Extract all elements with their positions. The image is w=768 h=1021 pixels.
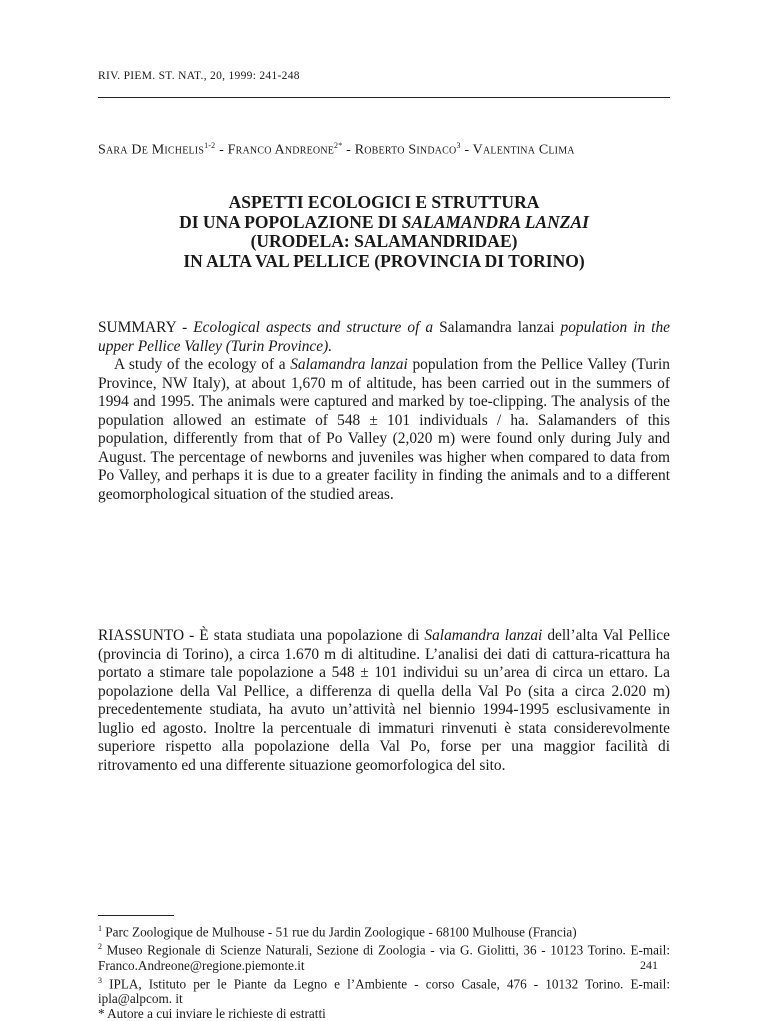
riassunto-label: RIASSUNTO -: [98, 627, 200, 644]
title-species-name: SALAMANDRA LANZAI: [401, 211, 589, 232]
title-line-3: (URODELA: SALAMANDRIDAE): [250, 231, 518, 251]
author-name: Valentina Clima: [472, 142, 575, 158]
footnote-mark: 2: [98, 942, 102, 952]
title-line-2-prefix: DI UNA POPOLAZIONE DI: [179, 211, 402, 232]
author-name: Sara De Michelis: [98, 142, 205, 158]
summary-body: [98, 356, 670, 504]
summary-title-species: Salamandra lanzai: [439, 319, 555, 336]
footnote-text: Parc Zoologique de Mulhouse - 51 rue du Jardin Zoologique - 68100 Mulhouse (Francia): [102, 924, 577, 940]
footnote-mark: *: [98, 1006, 105, 1021]
footnote: [98, 1006, 670, 1021]
author-list: [98, 141, 688, 159]
author-separator: -: [215, 142, 228, 158]
author-separator: -: [460, 142, 473, 158]
title-line-4: IN ALTA VAL PELLICE (PROVINCIA DI TORINO): [183, 250, 585, 271]
summary-heading: [98, 319, 670, 356]
summary-text-part-1: A study of the ecology of a: [114, 356, 291, 373]
summary-text-species: Salamandra lanzai: [290, 356, 408, 373]
author-name: Roberto Sindaco: [354, 142, 457, 158]
summary-title-part-1: Ecological aspects and structure of a: [193, 319, 440, 336]
footnote: [98, 939, 670, 972]
summary-title-part-2: population in the upper Pellice Valley (Turin Province).: [98, 319, 670, 355]
footnotes: [98, 921, 670, 1021]
footnote-mark: 1: [98, 924, 102, 933]
author-affiliation-mark: 1-2: [204, 141, 216, 150]
page-number: 241: [640, 958, 658, 972]
summary-section: [98, 319, 670, 504]
author-name: Franco Andreone: [227, 142, 335, 158]
footnote-mark: 3: [98, 975, 102, 985]
author-affiliation-mark: 3: [456, 141, 461, 150]
footnote-text: Autore a cui inviare le richieste di estratti: [104, 1006, 326, 1021]
riassunto-body: [98, 627, 670, 775]
riassunto-text-part-2: dell’alta Val Pellice (provincia di Torino), a circa 1.670 m di altitudine. L’analisi dei dati di cattura-ricattura ha portato a stimare tale popolazione a 548 ± 101 individui su un’area di circa un ettaro. La popolazione della Val Pellice, a differenza di quella della Val Po (sita a circa 2.020 m) precedentemente studiata, ha avuto un’attività nel biennio 1994-1995 esclusivamente in luglio ed agosto. Inoltre la percentuale di immaturi rinvenuti è stata considerevolmente superiore rispetto alla popolazione della Val Po, forse per una maggior facilità di ritrovamento ed una differente situazione geomorfologica del sito.: [98, 627, 670, 774]
riassunto-section: [98, 627, 670, 775]
header-rule: [98, 97, 670, 98]
footnote-text: Museo Regionale di Scienze Naturali, Sezione di Zoologia - via G. Giolitti, 36 - 10123 Torino. E-mail: Franco.Andreone@regione.piemonte.it: [98, 942, 670, 973]
author-affiliation-mark: 2*: [334, 141, 343, 150]
footnote: [98, 921, 670, 939]
title-line-2: [98, 213, 670, 233]
summary-text-part-2: population from the Pellice Valley (Turin Province, NW Italy), at about 1,670 m of altitude, has been carried out in the summers of 1994 and 1995. The animals were captured and marked by toe-clipping. The analysis of the population allowed an estimate of 548 ± 101 individuals / ha. Salamanders of this population, differently from that of Po Valley (2,020 m) were found only during July and August. The percentage of newborns and juveniles was higher when compared to data from Po Valley, and perhaps it is due to a greater facility in finding the animals and to a different geomorphological situation of the studied areas.: [98, 356, 670, 503]
paper-title: [98, 193, 670, 271]
footnote-rule: [98, 915, 174, 916]
author-separator: -: [342, 142, 355, 158]
journal-reference: RIV. PIEM. ST. NAT., 20, 1999: 241-248: [98, 70, 300, 82]
footnote: [98, 973, 670, 1006]
footnote-text: IPLA, Istituto per le Piante da Legno e l’Ambiente - corso Casale, 476 - 10132 Torino. E-mail: ipla@alpcom. it: [98, 976, 670, 1007]
riassunto-text-part-1: È stata studiata una popolazione di: [199, 627, 425, 644]
title-line-1: ASPETTI ECOLOGICI E STRUTTURA: [228, 192, 540, 212]
riassunto-text-species: Salamandra lanzai: [424, 627, 543, 644]
summary-label: SUMMARY -: [98, 319, 194, 336]
